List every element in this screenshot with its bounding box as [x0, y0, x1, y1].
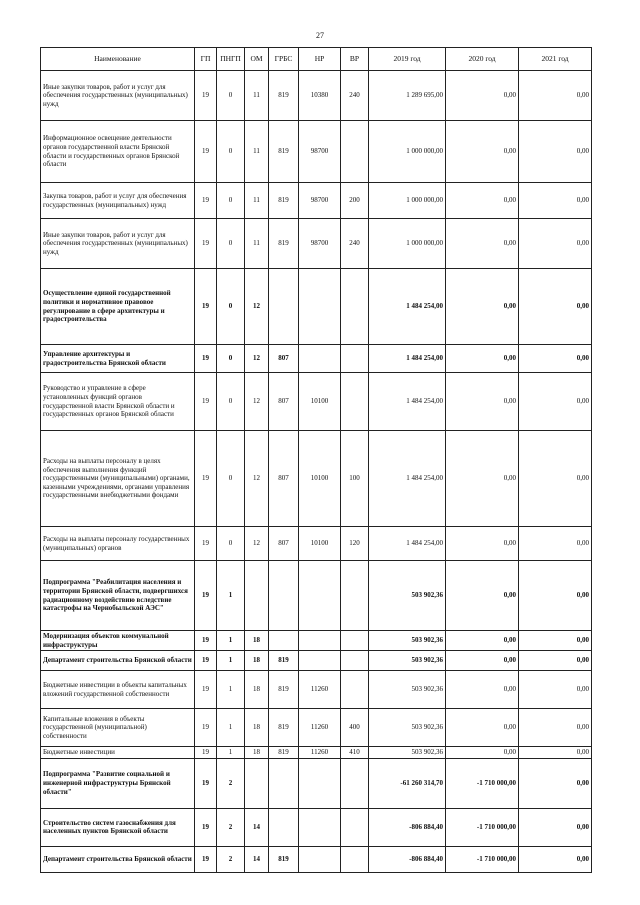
- cell-gp: 19: [195, 373, 217, 431]
- cell-y2019: 503 902,36: [369, 631, 446, 651]
- col-header-pngp: ПНГП: [217, 48, 245, 71]
- cell-nr: [299, 758, 341, 808]
- cell-om: [245, 758, 269, 808]
- table-row: [41, 808, 592, 846]
- cell-grbs: 819: [269, 183, 299, 219]
- cell-nr: [299, 651, 341, 671]
- budget-table: [40, 47, 592, 873]
- cell-grbs: [269, 808, 299, 846]
- cell-gp: 19: [195, 71, 217, 121]
- cell-vr: [341, 373, 369, 431]
- cell-vr: [341, 758, 369, 808]
- cell-y2021: 0,00: [519, 121, 592, 183]
- cell-y2021: 0,00: [519, 846, 592, 872]
- cell-grbs: 819: [269, 651, 299, 671]
- cell-y2019: 1 000 000,00: [369, 121, 446, 183]
- cell-nr: 11260: [299, 671, 341, 709]
- cell-gp: 19: [195, 671, 217, 709]
- cell-nr: [299, 561, 341, 631]
- cell-y2021: 0,00: [519, 345, 592, 373]
- cell-gp: 19: [195, 808, 217, 846]
- cell-y2021: 0,00: [519, 431, 592, 527]
- cell-nr: 98700: [299, 219, 341, 269]
- col-header-2020: 2020 год: [446, 48, 519, 71]
- cell-y2020: -1 710 000,00: [446, 846, 519, 872]
- cell-y2021: 0,00: [519, 219, 592, 269]
- cell-name: Подпрограмма "Реабилитация населения и территории Брянской области, подвергшихся радиационному воздействию вследствие катастрофы на Чернобыльской АЭС": [41, 561, 195, 631]
- cell-nr: 10100: [299, 373, 341, 431]
- cell-y2020: 0,00: [446, 219, 519, 269]
- cell-om: 18: [245, 651, 269, 671]
- cell-pngp: 0: [217, 219, 245, 269]
- cell-grbs: 819: [269, 219, 299, 269]
- cell-gp: 19: [195, 747, 217, 759]
- table-row: [41, 561, 592, 631]
- table-row: [41, 269, 592, 345]
- col-header-nr: НР: [299, 48, 341, 71]
- cell-vr: 410: [341, 747, 369, 759]
- table-row: [41, 846, 592, 872]
- cell-om: 11: [245, 219, 269, 269]
- cell-pngp: 2: [217, 846, 245, 872]
- cell-y2021: 0,00: [519, 758, 592, 808]
- cell-vr: 240: [341, 71, 369, 121]
- cell-pngp: 0: [217, 345, 245, 373]
- cell-y2019: 503 902,36: [369, 709, 446, 747]
- cell-grbs: [269, 758, 299, 808]
- cell-gp: 19: [195, 758, 217, 808]
- cell-grbs: 819: [269, 846, 299, 872]
- cell-name: Капитальные вложения в объекты государственной (муниципальной) собственности: [41, 709, 195, 747]
- cell-grbs: [269, 561, 299, 631]
- col-header-gp: ГП: [195, 48, 217, 71]
- cell-gp: 19: [195, 561, 217, 631]
- cell-grbs: 807: [269, 373, 299, 431]
- cell-om: 18: [245, 747, 269, 759]
- cell-y2021: 0,00: [519, 561, 592, 631]
- cell-y2019: 1 484 254,00: [369, 527, 446, 561]
- cell-om: 18: [245, 709, 269, 747]
- cell-gp: 19: [195, 846, 217, 872]
- cell-y2019: 1 484 254,00: [369, 373, 446, 431]
- col-header-2019: 2019 год: [369, 48, 446, 71]
- cell-pngp: 2: [217, 808, 245, 846]
- cell-y2019: 1 000 000,00: [369, 219, 446, 269]
- cell-grbs: 819: [269, 121, 299, 183]
- cell-y2020: 0,00: [446, 345, 519, 373]
- cell-name: Управление архитектуры и градостроительства Брянской области: [41, 345, 195, 373]
- cell-vr: [341, 651, 369, 671]
- cell-y2020: 0,00: [446, 269, 519, 345]
- cell-om: 14: [245, 846, 269, 872]
- table-row: [41, 71, 592, 121]
- col-header-name: Наименование: [41, 48, 195, 71]
- cell-nr: 11260: [299, 709, 341, 747]
- cell-y2019: 503 902,36: [369, 671, 446, 709]
- cell-y2020: 0,00: [446, 71, 519, 121]
- cell-nr: 10380: [299, 71, 341, 121]
- cell-y2020: -1 710 000,00: [446, 758, 519, 808]
- cell-vr: 200: [341, 183, 369, 219]
- cell-pngp: 1: [217, 709, 245, 747]
- cell-y2020: 0,00: [446, 709, 519, 747]
- cell-grbs: 819: [269, 747, 299, 759]
- cell-pngp: 0: [217, 269, 245, 345]
- cell-name: Иные закупки товаров, работ и услуг для обеспечения государственных (муниципальных) нужд: [41, 219, 195, 269]
- cell-y2019: -806 884,40: [369, 846, 446, 872]
- cell-grbs: 807: [269, 527, 299, 561]
- cell-nr: 10100: [299, 527, 341, 561]
- cell-vr: [341, 631, 369, 651]
- cell-vr: 120: [341, 527, 369, 561]
- cell-vr: [341, 345, 369, 373]
- cell-y2019: 1 000 000,00: [369, 183, 446, 219]
- cell-pngp: 1: [217, 561, 245, 631]
- cell-vr: 240: [341, 219, 369, 269]
- cell-pngp: 1: [217, 651, 245, 671]
- cell-y2021: 0,00: [519, 671, 592, 709]
- cell-pngp: 1: [217, 631, 245, 651]
- cell-y2020: 0,00: [446, 631, 519, 651]
- cell-y2019: 1 484 254,00: [369, 431, 446, 527]
- cell-y2019: 503 902,36: [369, 561, 446, 631]
- cell-nr: 10100: [299, 431, 341, 527]
- cell-gp: 19: [195, 345, 217, 373]
- cell-name: Расходы на выплаты персоналу в целях обеспечения выполнения функций государственными (муниципальными) органами, казенными учреждениями, органами управления государственными внебюджетными фондами: [41, 431, 195, 527]
- cell-pngp: 0: [217, 431, 245, 527]
- page-number: 27: [316, 31, 324, 40]
- table-body: [41, 71, 592, 873]
- table-row: [41, 671, 592, 709]
- cell-om: 11: [245, 183, 269, 219]
- cell-name: Бюджетные инвестиции: [41, 747, 195, 759]
- col-header-vr: ВР: [341, 48, 369, 71]
- cell-om: 11: [245, 71, 269, 121]
- cell-vr: [341, 808, 369, 846]
- cell-om: 12: [245, 431, 269, 527]
- cell-nr: 98700: [299, 183, 341, 219]
- col-header-om: ОМ: [245, 48, 269, 71]
- cell-nr: [299, 846, 341, 872]
- table-row: [41, 651, 592, 671]
- cell-om: 11: [245, 121, 269, 183]
- cell-y2021: 0,00: [519, 631, 592, 651]
- cell-name: Бюджетные инвестиции в объекты капитальных вложений государственной собственности: [41, 671, 195, 709]
- cell-vr: [341, 269, 369, 345]
- cell-vr: 400: [341, 709, 369, 747]
- cell-name: Департамент строительства Брянской области: [41, 651, 195, 671]
- col-header-grbs: ГРБС: [269, 48, 299, 71]
- cell-gp: 19: [195, 651, 217, 671]
- cell-y2021: 0,00: [519, 651, 592, 671]
- cell-y2021: 0,00: [519, 269, 592, 345]
- table-row: [41, 709, 592, 747]
- cell-y2020: 0,00: [446, 121, 519, 183]
- cell-nr: [299, 631, 341, 651]
- cell-grbs: 807: [269, 345, 299, 373]
- table-row: [41, 631, 592, 651]
- cell-y2020: 0,00: [446, 431, 519, 527]
- cell-y2019: 1 484 254,00: [369, 269, 446, 345]
- cell-y2019: 503 902,36: [369, 651, 446, 671]
- cell-name: Подпрограмма "Развитие социальной и инженерной инфраструктуры Брянской области": [41, 758, 195, 808]
- cell-y2021: 0,00: [519, 183, 592, 219]
- cell-grbs: 819: [269, 709, 299, 747]
- cell-pngp: 0: [217, 527, 245, 561]
- cell-grbs: 819: [269, 71, 299, 121]
- table-row: [41, 373, 592, 431]
- table-row: [41, 345, 592, 373]
- cell-y2019: 1 289 695,00: [369, 71, 446, 121]
- table-row: [41, 527, 592, 561]
- cell-y2020: 0,00: [446, 527, 519, 561]
- cell-name: Руководство и управление в сфере установленных функций органов государственной власти Брянской области и государственных органов Брянской области: [41, 373, 195, 431]
- cell-vr: 100: [341, 431, 369, 527]
- cell-y2021: 0,00: [519, 709, 592, 747]
- cell-y2021: 0,00: [519, 747, 592, 759]
- cell-nr: 11260: [299, 747, 341, 759]
- cell-grbs: 807: [269, 431, 299, 527]
- cell-name: Осуществление единой государственной политики и нормативное правовое регулирование в сфере архитектуры и градостроительства: [41, 269, 195, 345]
- cell-nr: [299, 345, 341, 373]
- cell-gp: 19: [195, 431, 217, 527]
- cell-y2019: -806 884,40: [369, 808, 446, 846]
- cell-y2019: 1 484 254,00: [369, 345, 446, 373]
- cell-om: 12: [245, 345, 269, 373]
- cell-y2020: 0,00: [446, 373, 519, 431]
- cell-name: Иные закупки товаров, работ и услуг для обеспечения государственных (муниципальных) нужд: [41, 71, 195, 121]
- cell-gp: 19: [195, 709, 217, 747]
- cell-y2019: 503 902,36: [369, 747, 446, 759]
- cell-vr: [341, 561, 369, 631]
- table-row: [41, 758, 592, 808]
- cell-om: [245, 561, 269, 631]
- cell-y2020: 0,00: [446, 651, 519, 671]
- table-row: [41, 747, 592, 759]
- cell-nr: 98700: [299, 121, 341, 183]
- cell-name: Модернизация объектов коммунальной инфраструктуры: [41, 631, 195, 651]
- cell-gp: 19: [195, 631, 217, 651]
- col-header-2021: 2021 год: [519, 48, 592, 71]
- cell-om: 12: [245, 269, 269, 345]
- cell-pngp: 1: [217, 671, 245, 709]
- cell-om: 18: [245, 631, 269, 651]
- cell-name: Департамент строительства Брянской области: [41, 846, 195, 872]
- cell-gp: 19: [195, 527, 217, 561]
- cell-gp: 19: [195, 219, 217, 269]
- cell-om: 12: [245, 373, 269, 431]
- cell-om: 18: [245, 671, 269, 709]
- table-row: [41, 431, 592, 527]
- cell-om: 14: [245, 808, 269, 846]
- cell-y2021: 0,00: [519, 527, 592, 561]
- cell-pngp: 0: [217, 373, 245, 431]
- cell-pngp: 0: [217, 121, 245, 183]
- cell-pngp: 2: [217, 758, 245, 808]
- cell-name: Строительство систем газоснабжения для населенных пунктов Брянской области: [41, 808, 195, 846]
- cell-gp: 19: [195, 269, 217, 345]
- cell-om: 12: [245, 527, 269, 561]
- cell-nr: [299, 269, 341, 345]
- cell-pngp: 0: [217, 183, 245, 219]
- cell-y2020: 0,00: [446, 183, 519, 219]
- cell-y2020: 0,00: [446, 671, 519, 709]
- cell-name: Закупка товаров, работ и услуг для обеспечения государственных (муниципальных) нужд: [41, 183, 195, 219]
- cell-y2019: -61 260 314,70: [369, 758, 446, 808]
- cell-vr: [341, 671, 369, 709]
- cell-gp: 19: [195, 183, 217, 219]
- cell-grbs: [269, 269, 299, 345]
- table-row: [41, 183, 592, 219]
- cell-gp: 19: [195, 121, 217, 183]
- cell-y2021: 0,00: [519, 71, 592, 121]
- cell-y2020: -1 710 000,00: [446, 808, 519, 846]
- cell-vr: [341, 121, 369, 183]
- cell-y2021: 0,00: [519, 808, 592, 846]
- cell-pngp: 1: [217, 747, 245, 759]
- cell-pngp: 0: [217, 71, 245, 121]
- cell-name: Расходы на выплаты персоналу государственных (муниципальных) органов: [41, 527, 195, 561]
- cell-y2021: 0,00: [519, 373, 592, 431]
- header-row: [41, 48, 592, 71]
- cell-y2020: 0,00: [446, 561, 519, 631]
- cell-vr: [341, 846, 369, 872]
- cell-grbs: 819: [269, 671, 299, 709]
- cell-grbs: [269, 631, 299, 651]
- table-row: [41, 121, 592, 183]
- cell-y2020: 0,00: [446, 747, 519, 759]
- table-row: [41, 219, 592, 269]
- cell-nr: [299, 808, 341, 846]
- cell-name: Информационное освещение деятельности органов государственной власти Брянской области и государственных органов Брянской области: [41, 121, 195, 183]
